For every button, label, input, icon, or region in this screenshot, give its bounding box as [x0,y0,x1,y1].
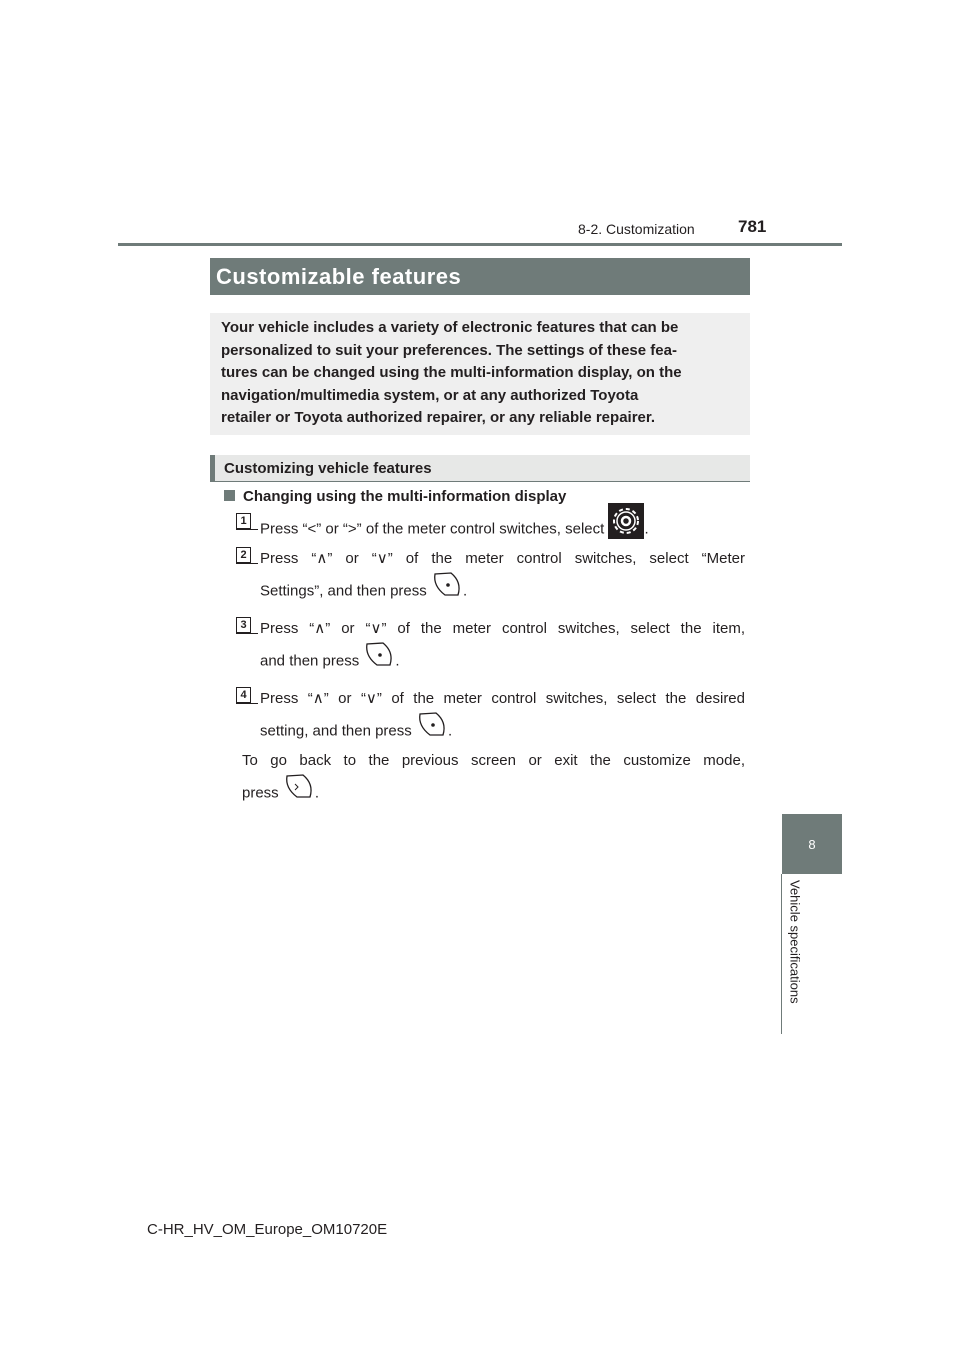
step-number-underline [236,529,258,530]
step-text: and then press [260,652,360,670]
step-text-end: . [447,722,453,740]
enter-button-icon [363,644,395,679]
page-number: 781 [738,217,767,236]
bullet-heading-text: Changing using the multi-information display [243,488,567,505]
step-number: 1 [236,513,251,529]
step-2-text [260,544,745,609]
step-number: 4 [236,687,251,703]
note-text-end: . [314,784,320,802]
square-bullet-icon [224,490,235,501]
section-title: 8-2. Customization [578,221,695,237]
enter-button-icon [416,714,448,749]
step-line-2 [260,644,745,679]
step-line-2 [260,574,745,609]
bullet-heading [224,488,566,505]
step-3-text [260,614,745,679]
step-line-2 [260,714,745,749]
document-id: C-HR_HV_OM_Europe_OM10720E [147,1221,388,1238]
page-title: Customizable features [210,258,750,295]
intro-line: Your vehicle includes a variety of electronic features that can be [221,319,679,336]
intro-line: personalized to suit your preferences. The settings of these fea- [221,341,677,359]
header-rule [118,243,842,246]
enter-button-icon [431,574,463,609]
step-number-underline [236,633,258,634]
note-line: To go back to the previous screen or exit the customize mode, [242,752,745,769]
step-line: Press “∧” or “∨” of the meter control switches, select the desired [260,690,745,707]
step-4-text [260,684,745,749]
note-text-start: press [242,784,279,802]
chapter-tab: 8 [782,814,842,874]
step-number: 2 [236,547,251,563]
step-line: Press “∧” or “∨” of the meter control switches, select the item, [260,620,745,637]
intro-box [210,313,750,435]
step-text-end: . [395,652,400,670]
step-text: Press “<” or “>” of the meter control switches, select [260,520,605,538]
subsection-title: Customizing vehicle features [210,455,750,482]
intro-line: navigation/multimedia system, or at any authorized Toyota [221,386,639,404]
step-number: 3 [236,617,251,633]
intro-line: tures can be changed using the multi-information display, on the [221,364,682,382]
chapter-title: Vehicle specifications [787,880,803,1004]
step-number-underline [236,563,258,564]
note-line-2 [242,776,745,811]
step-text-end: . [644,520,649,538]
step-text: setting, and then press [260,722,412,740]
note-text [242,746,745,811]
step-text: Settings”, and then press [260,582,427,600]
intro-line: retailer or Toyota authorized repairer, or any reliable repairer. [221,409,656,427]
step-line: Press “∧” or “∨” of the meter control switches, select “Meter [260,550,745,567]
step-text-end: . [462,582,468,600]
back-button-icon [283,776,315,811]
step-number-underline [236,703,258,704]
